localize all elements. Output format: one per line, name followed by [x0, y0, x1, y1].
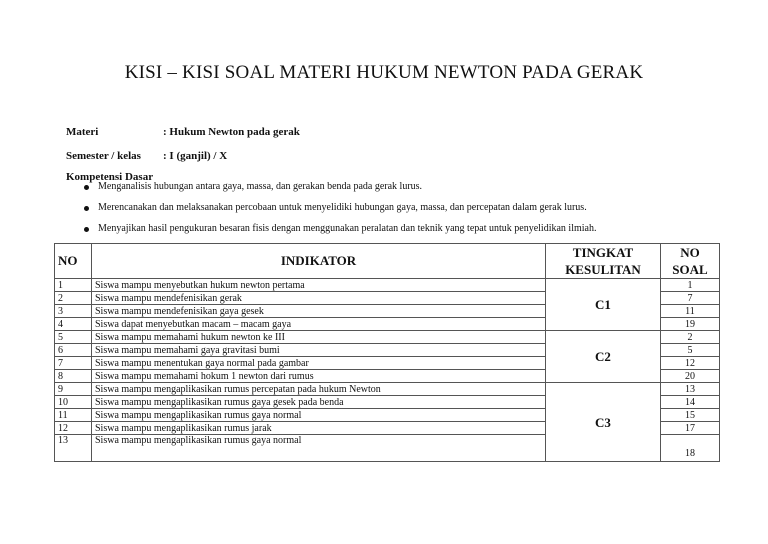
- row-indikator: Siswa mampu menentukan gaya normal pada gambar: [92, 357, 546, 370]
- row-no: 13: [55, 435, 92, 462]
- row-no-soal: 20: [661, 370, 720, 383]
- materi-row: [66, 126, 300, 138]
- row-indikator: Siswa mampu memahami hukum newton ke III: [92, 331, 546, 344]
- row-no: 7: [55, 357, 92, 370]
- materi-value: : Hukum Newton pada gerak: [163, 126, 300, 138]
- materi-label: Materi: [66, 126, 99, 138]
- row-indikator: Siswa mampu mengaplikasikan rumus gaya gesek pada benda: [92, 396, 546, 409]
- row-indikator: Siswa mampu memahami hokum 1 newton dari rumus: [92, 370, 546, 383]
- row-indikator: Siswa mampu mengaplikasikan rumus jarak: [92, 422, 546, 435]
- row-no: 5: [55, 331, 92, 344]
- table-row: [55, 279, 720, 292]
- row-no-soal: 19: [661, 318, 720, 331]
- semester-value: : I (ganjil) / X: [163, 150, 228, 162]
- row-no: 1: [55, 279, 92, 292]
- row-indikator: Siswa mampu memahami gaya gravitasi bumi: [92, 344, 546, 357]
- kompetensi-item: Menyajikan hasil pengukuran besaran fisis dengan menggunakan peralatan dan teknik yang tepat untuk penyelidikan ilmiah.: [82, 222, 742, 243]
- table-row: [55, 383, 720, 396]
- kisi-table: [54, 243, 720, 462]
- row-no: 12: [55, 422, 92, 435]
- row-no-soal: 5: [661, 344, 720, 357]
- level-c1: C1: [546, 279, 661, 331]
- level-c3: C3: [546, 383, 661, 462]
- row-no: 9: [55, 383, 92, 396]
- row-no: 10: [55, 396, 92, 409]
- table-row: [55, 331, 720, 344]
- row-indikator: Siswa dapat menyebutkan macam – macam gaya: [92, 318, 546, 331]
- row-no-soal: 7: [661, 292, 720, 305]
- row-indikator: Siswa mampu mendefenisikan gerak: [92, 292, 546, 305]
- row-indikator: Siswa mampu mengaplikasikan rumus percepatan pada hukum Newton: [92, 383, 546, 396]
- row-indikator: Siswa mampu menyebutkan hukum newton pertama: [92, 279, 546, 292]
- row-no-soal: 11: [661, 305, 720, 318]
- table-header-row: [55, 244, 720, 279]
- row-no-soal: 14: [661, 396, 720, 409]
- row-no-soal: 1: [661, 279, 720, 292]
- row-no: 8: [55, 370, 92, 383]
- page-title: KISI – KISI SOAL MATERI HUKUM NEWTON PADA GERAK: [124, 62, 644, 83]
- row-indikator: Siswa mampu mengaplikasikan rumus gaya normal: [92, 435, 546, 462]
- header-no-soal: NO SOAL: [661, 244, 720, 279]
- row-no-soal: 18: [661, 435, 720, 462]
- row-no: 4: [55, 318, 92, 331]
- row-indikator: Siswa mampu mengaplikasikan rumus gaya normal: [92, 409, 546, 422]
- level-c2: C2: [546, 331, 661, 383]
- semester-label: Semester / kelas: [66, 150, 141, 162]
- row-no-soal: 12: [661, 357, 720, 370]
- row-no-soal: 17: [661, 422, 720, 435]
- row-no: 11: [55, 409, 92, 422]
- header-indikator: INDIKATOR: [92, 244, 546, 279]
- kompetensi-list: [82, 180, 742, 243]
- header-no: NO: [55, 244, 92, 279]
- kompetensi-heading: Kompetensi Dasar: [66, 171, 154, 183]
- row-no-soal: 13: [661, 383, 720, 396]
- row-no: 3: [55, 305, 92, 318]
- row-indikator: Siswa mampu mendefenisikan gaya gesek: [92, 305, 546, 318]
- row-no: 2: [55, 292, 92, 305]
- row-no-soal: 2: [661, 331, 720, 344]
- row-no: 6: [55, 344, 92, 357]
- row-no-soal: 15: [661, 409, 720, 422]
- semester-row: [66, 150, 227, 162]
- header-tingkat-kesulitan: TINGKAT KESULITAN: [546, 244, 661, 279]
- kompetensi-item: Menganalisis hubungan antara gaya, massa, dan gerakan benda pada gerak lurus.: [82, 180, 742, 201]
- kompetensi-item: Merencanakan dan melaksanakan percobaan untuk menyelidiki hubungan gaya, massa, dan percepatan dalam gerak lurus.: [82, 201, 742, 222]
